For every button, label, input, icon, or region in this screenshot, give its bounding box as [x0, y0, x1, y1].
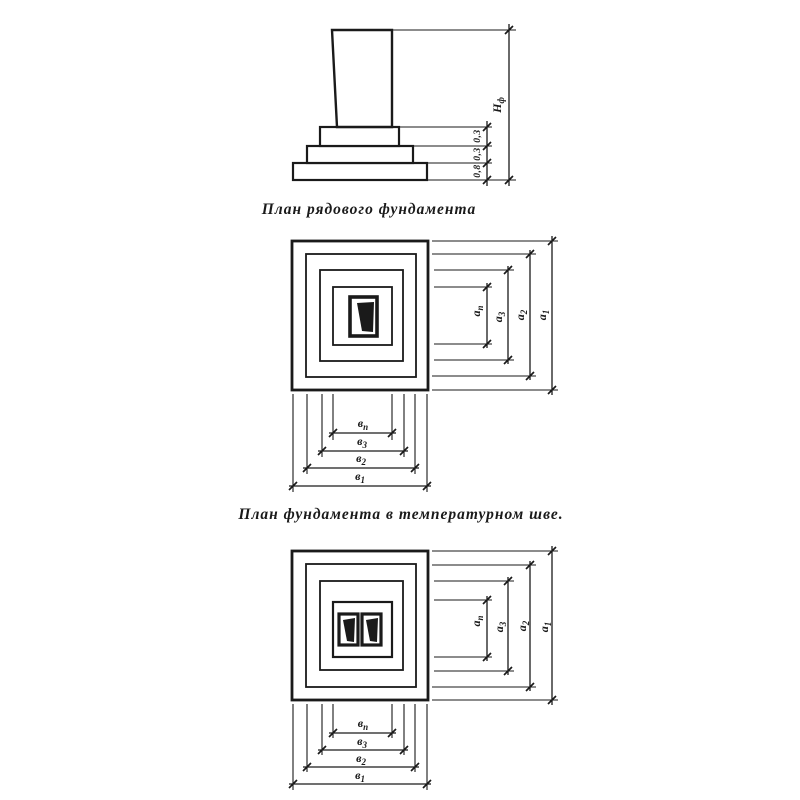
plan3-socket-left-shading	[343, 618, 355, 642]
plan2-label-a3-sub: 3	[497, 311, 508, 317]
plan3-label-b1	[355, 768, 365, 784]
plan3-label-b1-sub: 1	[360, 774, 365, 785]
figure2-title: План рядового фундамента	[261, 201, 477, 218]
plan2-label-b2-base: в	[356, 450, 362, 465]
plan3-label-a3-base: а	[491, 626, 506, 633]
plan3-label-b2-base: в	[356, 750, 362, 765]
plan2-label-b3	[357, 434, 367, 450]
plan3-label-b2-sub: 2	[361, 757, 366, 768]
plan2-socket-shading	[357, 302, 374, 332]
elevation-column	[332, 30, 392, 127]
plan2-label-a3	[491, 312, 507, 323]
dim-label-step-3: 0,8	[473, 164, 483, 178]
plan3-label-bp	[358, 716, 368, 732]
plan3-label-b3-sub: 3	[362, 740, 367, 751]
plan3-label-a2	[515, 621, 531, 632]
dim-label-step-1: 0,3	[473, 129, 483, 143]
plan3-label-bp-sub: п	[363, 722, 369, 733]
plan3-label-a1-base: а	[536, 626, 551, 633]
elevation-step-middle	[307, 146, 413, 163]
plan3-label-b2	[356, 751, 366, 767]
dim-label-nf-base: Н	[489, 103, 504, 113]
plan2-label-ap	[469, 305, 485, 316]
plan2-label-b3-base: в	[357, 433, 363, 448]
plan2-label-a2-base: а	[512, 314, 527, 321]
plan2-label-a2	[513, 310, 529, 321]
elevation-step-top	[320, 127, 399, 146]
plan3-label-b3	[357, 734, 367, 750]
plan2-label-b1-sub: 1	[360, 475, 365, 486]
figure3-title: План фундамента в температурном шве.	[238, 506, 564, 523]
dim-label-nf	[490, 97, 506, 113]
plan3-label-ap-base: а	[468, 620, 483, 627]
plan3-label-a1	[537, 622, 553, 633]
plan2-label-a1	[535, 310, 551, 321]
plan3-label-a2-sub: 2	[521, 620, 532, 626]
plan2-label-a2-sub: 2	[519, 309, 530, 315]
plan2-label-ap-base: а	[468, 310, 483, 317]
plan2-label-a3-base: а	[490, 316, 505, 323]
dim-label-step-2: 0,3	[473, 147, 483, 161]
plan2-label-b1	[355, 469, 365, 485]
plan3-label-a3	[492, 622, 508, 633]
plan3-socket-right-shading	[366, 618, 378, 642]
plan-ordinary	[292, 241, 428, 390]
plan3-label-a1-sub: 1	[543, 621, 554, 627]
plan3-square-a1	[292, 551, 428, 700]
plan3-label-a2-base: а	[514, 625, 529, 632]
elevation-step-bottom	[293, 163, 427, 180]
plan2-label-a1-sub: 1	[541, 309, 552, 315]
plan2-label-bp-base: в	[357, 415, 364, 430]
plan2-label-bp-sub: п	[363, 422, 369, 433]
plan2-label-b1-base: в	[355, 468, 361, 483]
plan3-label-ap	[469, 615, 485, 626]
plan-temperature-joint	[292, 551, 428, 700]
plan2-label-bp	[358, 416, 368, 432]
plan2-label-ap-sub: п	[475, 305, 486, 311]
dim-label-nf-sub: ф	[496, 97, 507, 104]
plan3-label-b3-base: в	[357, 733, 363, 748]
plan3-label-ap-sub: п	[475, 615, 486, 621]
plan3-label-a3-sub: 3	[498, 621, 509, 627]
plan2-label-a1-base: а	[534, 314, 549, 321]
plan2-label-b2-sub: 2	[361, 457, 366, 468]
plan2-label-b2	[356, 451, 366, 467]
elevation-foundation	[293, 30, 427, 180]
plan2-label-b3-sub: 3	[362, 440, 367, 451]
plan3-label-b1-base: в	[355, 767, 361, 782]
plan3-label-bp-base: в	[357, 715, 364, 730]
